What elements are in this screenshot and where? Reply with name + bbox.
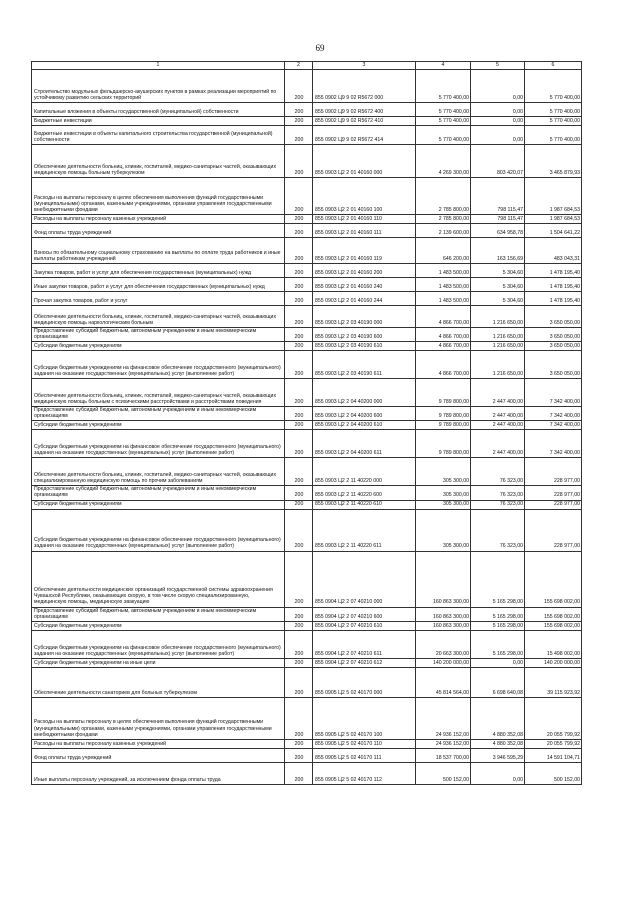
- table-row: [32, 630, 582, 658]
- row-executed-amount: 5 165 298,00: [471, 621, 525, 630]
- column-header: 5: [471, 62, 525, 70]
- row-unexecuted-amount: 155 698 002,00: [525, 551, 582, 607]
- row-approved-amount: 9 789 800,00: [416, 379, 471, 407]
- row-budget-code: 855 0903 Ц2 2 01 40160 000: [313, 145, 416, 178]
- row-budget-code: 855 0903 Ц2 2 11 40220 611: [313, 509, 416, 551]
- row-admin-code: 200: [285, 117, 313, 126]
- row-admin-code: 200: [285, 278, 313, 292]
- row-admin-code: 200: [285, 351, 313, 379]
- row-admin-code: 200: [285, 407, 313, 421]
- table-row: [32, 351, 582, 379]
- row-unexecuted-amount: 5 770 400,00: [525, 117, 582, 126]
- row-executed-amount: 2 447 400,00: [471, 430, 525, 458]
- row-budget-code: 855 0903 Ц2 2 01 40160 244: [313, 292, 416, 306]
- row-executed-amount: 1 216 650,00: [471, 351, 525, 379]
- row-budget-code: 855 0903 Ц2 2 03 40190 000: [313, 306, 416, 328]
- table-row: [32, 145, 582, 178]
- row-executed-amount: 0,00: [471, 103, 525, 117]
- row-executed-amount: 1 216 650,00: [471, 306, 525, 328]
- row-executed-amount: 0,00: [471, 658, 525, 667]
- row-executed-amount: 5 165 298,00: [471, 630, 525, 658]
- row-approved-amount: 20 663 300,00: [416, 630, 471, 658]
- table-row: [32, 379, 582, 407]
- row-executed-amount: 634 958,78: [471, 224, 525, 238]
- row-budget-code: 855 0903 Ц2 2 03 40190 611: [313, 351, 416, 379]
- row-executed-amount: 76 323,00: [471, 509, 525, 551]
- row-approved-amount: 4 269 300,00: [416, 145, 471, 178]
- row-approved-amount: 4 866 700,00: [416, 351, 471, 379]
- row-approved-amount: 2 785 800,00: [416, 178, 471, 215]
- row-executed-amount: 76 323,00: [471, 458, 525, 486]
- row-budget-code: 855 0902 Ц9 9 02 R5672 400: [313, 103, 416, 117]
- row-budget-code: 855 0903 Ц2 2 04 40200 000: [313, 379, 416, 407]
- table-row: [32, 407, 582, 421]
- table-row: [32, 224, 582, 238]
- row-admin-code: 200: [285, 621, 313, 630]
- row-approved-amount: 9 789 800,00: [416, 421, 471, 430]
- row-executed-amount: 5 304,60: [471, 292, 525, 306]
- row-approved-amount: 5 770 400,00: [416, 117, 471, 126]
- table-row: [32, 500, 582, 509]
- table-row: [32, 70, 582, 103]
- row-admin-code: 200: [285, 328, 313, 342]
- row-name: Предоставление субсидий бюджетным, автономным учреждениям и иным некоммерческим организациям: [32, 328, 285, 342]
- row-budget-code: 855 0904 Ц2 2 07 40210 600: [313, 607, 416, 621]
- row-name: Субсидии бюджетным учреждениям на иные цели: [32, 658, 285, 667]
- row-name: Фонд оплаты труда учреждений: [32, 224, 285, 238]
- row-executed-amount: 0,00: [471, 762, 525, 784]
- row-approved-amount: 305 300,00: [416, 458, 471, 486]
- row-approved-amount: 2 785 800,00: [416, 215, 471, 224]
- row-unexecuted-amount: 7 342 400,00: [525, 407, 582, 421]
- row-name: Иные закупки товаров, работ и услуг для обеспечения государственных (муниципальных) нужд: [32, 278, 285, 292]
- row-admin-code: 200: [285, 292, 313, 306]
- row-unexecuted-amount: 1 504 641,22: [525, 224, 582, 238]
- row-name: Обеспечение деятельности санаториев для больных туберкулезом: [32, 667, 285, 697]
- row-approved-amount: 305 300,00: [416, 486, 471, 500]
- table-row: [32, 117, 582, 126]
- row-executed-amount: 6 698 640,08: [471, 667, 525, 697]
- row-executed-amount: 5 304,60: [471, 278, 525, 292]
- row-unexecuted-amount: 1 478 195,40: [525, 292, 582, 306]
- row-budget-code: 855 0903 Ц2 2 11 40220 600: [313, 486, 416, 500]
- row-executed-amount: 1 216 650,00: [471, 328, 525, 342]
- table-row: [32, 421, 582, 430]
- row-name: Субсидии бюджетным учреждениям на финансовое обеспечение государственного (муниципального) задания на оказание государственных (муниципальных) услуг (выполнение работ): [32, 430, 285, 458]
- column-header: 2: [285, 62, 313, 70]
- row-executed-amount: 2 447 400,00: [471, 407, 525, 421]
- table-row: [32, 264, 582, 278]
- row-admin-code: 200: [285, 342, 313, 351]
- row-approved-amount: 1 483 500,00: [416, 264, 471, 278]
- row-admin-code: 200: [285, 762, 313, 784]
- row-budget-code: 855 0905 Ц2 5 02 40170 112: [313, 762, 416, 784]
- row-approved-amount: 305 300,00: [416, 500, 471, 509]
- column-number-row: [32, 62, 582, 70]
- row-name: Взносы по обязательному социальному страхованию на выплаты по оплате труда работников и иные выплаты работникам учреждений: [32, 238, 285, 264]
- row-budget-code: 855 0903 Ц2 2 01 40160 200: [313, 264, 416, 278]
- table-row: [32, 658, 582, 667]
- row-name: Закупка товаров, работ и услуг для обеспечения государственных (муниципальных) нужд: [32, 264, 285, 278]
- row-unexecuted-amount: 14 591 104,71: [525, 748, 582, 762]
- row-executed-amount: 163 156,69: [471, 238, 525, 264]
- row-budget-code: 855 0905 Ц2 5 02 40170 000: [313, 667, 416, 697]
- row-budget-code: 855 0903 Ц2 2 11 40220 610: [313, 500, 416, 509]
- row-executed-amount: 4 880 352,08: [471, 739, 525, 748]
- row-approved-amount: 500 152,00: [416, 762, 471, 784]
- row-unexecuted-amount: 3 650 050,00: [525, 306, 582, 328]
- row-budget-code: 855 0903 Ц2 2 04 40200 600: [313, 407, 416, 421]
- row-unexecuted-amount: 20 055 799,92: [525, 697, 582, 739]
- row-budget-code: 855 0903 Ц2 2 01 40160 119: [313, 238, 416, 264]
- row-name: Фонд оплаты труда учреждений: [32, 748, 285, 762]
- row-executed-amount: 803 420,07: [471, 145, 525, 178]
- row-budget-code: 855 0904 Ц2 2 07 40210 612: [313, 658, 416, 667]
- row-name: Обеспечение деятельности больниц, клиник, госпиталей, медико-санитарных частей, оказывающих медицинскую помощь больным с психическими расстройствами и расстройствами поведения: [32, 379, 285, 407]
- row-budget-code: 855 0903 Ц2 2 04 40200 611: [313, 430, 416, 458]
- row-admin-code: 200: [285, 739, 313, 748]
- table-row: [32, 762, 582, 784]
- row-approved-amount: 5 770 400,00: [416, 70, 471, 103]
- row-budget-code: 855 0903 Ц2 2 01 40160 100: [313, 178, 416, 215]
- row-executed-amount: 0,00: [471, 117, 525, 126]
- row-approved-amount: 4 866 700,00: [416, 328, 471, 342]
- row-budget-code: 855 0904 Ц2 2 07 40210 000: [313, 551, 416, 607]
- row-budget-code: 855 0902 Ц9 9 02 R5672 000: [313, 70, 416, 103]
- row-budget-code: 855 0903 Ц2 2 11 40220 000: [313, 458, 416, 486]
- row-name: Обеспечение деятельности медицинских организаций государственной системы здравоохранения Чувашской Республики, оказывающих скорую, в том числе скорую специализированную, медицинскую помощь, медицинскую эвакуацию: [32, 551, 285, 607]
- row-admin-code: 200: [285, 264, 313, 278]
- row-approved-amount: 2 139 600,00: [416, 224, 471, 238]
- row-admin-code: 200: [285, 238, 313, 264]
- row-approved-amount: 24 936 152,00: [416, 697, 471, 739]
- row-unexecuted-amount: 155 698 002,00: [525, 607, 582, 621]
- row-budget-code: 855 0902 Ц9 9 02 R5672 410: [313, 117, 416, 126]
- table-row: [32, 430, 582, 458]
- row-unexecuted-amount: 228 977,00: [525, 509, 582, 551]
- row-executed-amount: 76 323,00: [471, 486, 525, 500]
- row-admin-code: 200: [285, 430, 313, 458]
- row-budget-code: 855 0903 Ц2 2 03 40190 600: [313, 328, 416, 342]
- row-unexecuted-amount: 228 977,00: [525, 458, 582, 486]
- row-unexecuted-amount: 228 977,00: [525, 486, 582, 500]
- table-row: [32, 215, 582, 224]
- row-budget-code: 855 0903 Ц2 2 04 40200 610: [313, 421, 416, 430]
- column-header: 1: [32, 62, 285, 70]
- table-row: [32, 178, 582, 215]
- table-row: [32, 667, 582, 697]
- row-unexecuted-amount: 3 650 050,00: [525, 342, 582, 351]
- table-row: [32, 103, 582, 117]
- row-admin-code: 200: [285, 379, 313, 407]
- table-row: [32, 697, 582, 739]
- row-executed-amount: 1 216 650,00: [471, 342, 525, 351]
- row-budget-code: 855 0903 Ц2 2 01 40160 240: [313, 278, 416, 292]
- row-name: Бюджетные инвестиции: [32, 117, 285, 126]
- row-admin-code: 200: [285, 458, 313, 486]
- table-row: [32, 739, 582, 748]
- table-row: [32, 458, 582, 486]
- table-row: [32, 748, 582, 762]
- row-admin-code: 200: [285, 486, 313, 500]
- row-unexecuted-amount: 140 200 000,00: [525, 658, 582, 667]
- row-admin-code: 200: [285, 224, 313, 238]
- row-approved-amount: 160 863 300,00: [416, 551, 471, 607]
- row-unexecuted-amount: 155 698 002,00: [525, 621, 582, 630]
- row-executed-amount: 5 165 298,00: [471, 607, 525, 621]
- table-row: [32, 621, 582, 630]
- row-unexecuted-amount: 3 650 050,00: [525, 351, 582, 379]
- row-executed-amount: 5 165 298,00: [471, 551, 525, 607]
- row-unexecuted-amount: 7 342 400,00: [525, 430, 582, 458]
- row-admin-code: 200: [285, 306, 313, 328]
- row-name: Иные выплаты персоналу учреждений, за исключением фонда оплаты труда: [32, 762, 285, 784]
- row-admin-code: 200: [285, 551, 313, 607]
- row-budget-code: 855 0903 Ц2 2 01 40160 110: [313, 215, 416, 224]
- row-name: Субсидии бюджетным учреждениям: [32, 421, 285, 430]
- budget-execution-table: [31, 61, 582, 785]
- row-name: Предоставление субсидий бюджетным, автономным учреждениям и иным некоммерческим организациям: [32, 407, 285, 421]
- row-name: Обеспечение деятельности больниц, клиник, госпиталей, медико-санитарных частей, оказывающих специализированную медицинскую помощь по прочим заболеваниям: [32, 458, 285, 486]
- row-name: Расходы на выплаты персоналу в целях обеспечения выполнения функций государственными (муниципальными) органами, казенными учреждениями, органами управления государственными внебюджетными фондами: [32, 697, 285, 739]
- row-executed-amount: 0,00: [471, 70, 525, 103]
- row-approved-amount: 305 300,00: [416, 509, 471, 551]
- row-approved-amount: 24 936 152,00: [416, 739, 471, 748]
- row-admin-code: 200: [285, 697, 313, 739]
- row-approved-amount: 4 866 700,00: [416, 342, 471, 351]
- table-row: [32, 342, 582, 351]
- row-approved-amount: 4 866 700,00: [416, 306, 471, 328]
- row-unexecuted-amount: 20 055 799,92: [525, 739, 582, 748]
- row-budget-code: 855 0905 Ц2 5 02 40170 111: [313, 748, 416, 762]
- table-row: [32, 607, 582, 621]
- row-name: Субсидии бюджетным учреждениям на финансовое обеспечение государственного (муниципального) задания на оказание государственных (муниципальных) услуг (выполнение работ): [32, 351, 285, 379]
- table-row: [32, 278, 582, 292]
- table-row: [32, 292, 582, 306]
- column-header: 4: [416, 62, 471, 70]
- table-row: [32, 486, 582, 500]
- row-executed-amount: 76 323,00: [471, 500, 525, 509]
- row-admin-code: 200: [285, 500, 313, 509]
- row-unexecuted-amount: 5 770 400,00: [525, 103, 582, 117]
- row-budget-code: 855 0904 Ц2 2 07 40210 611: [313, 630, 416, 658]
- row-approved-amount: 5 770 400,00: [416, 103, 471, 117]
- row-name: Обеспечение деятельности больниц, клиник, госпиталей, медико-санитарных частей, оказывающих медицинскую помощь больным туберкулезом: [32, 145, 285, 178]
- page-number: 69: [315, 43, 325, 53]
- column-header: 6: [525, 62, 582, 70]
- row-name: Предоставление субсидий бюджетным, автономным учреждениям и иным некоммерческим организациям: [32, 607, 285, 621]
- row-unexecuted-amount: 5 770 400,00: [525, 70, 582, 103]
- row-name: Субсидии бюджетным учреждениям: [32, 621, 285, 630]
- row-admin-code: 200: [285, 607, 313, 621]
- table-row: [32, 551, 582, 607]
- row-budget-code: 855 0905 Ц2 5 02 40170 110: [313, 739, 416, 748]
- row-budget-code: 855 0903 Ц2 2 01 40160 111: [313, 224, 416, 238]
- row-admin-code: 200: [285, 630, 313, 658]
- row-executed-amount: 2 447 400,00: [471, 379, 525, 407]
- row-name: Капитальные вложения в объекты государственной (муниципальной) собственности: [32, 103, 285, 117]
- row-name: Субсидии бюджетным учреждениям: [32, 500, 285, 509]
- row-unexecuted-amount: 5 770 400,00: [525, 126, 582, 145]
- row-approved-amount: 9 789 800,00: [416, 407, 471, 421]
- row-unexecuted-amount: 483 043,31: [525, 238, 582, 264]
- row-budget-code: 855 0904 Ц2 2 07 40210 610: [313, 621, 416, 630]
- row-unexecuted-amount: 7 342 400,00: [525, 421, 582, 430]
- row-admin-code: 200: [285, 126, 313, 145]
- row-executed-amount: 4 880 352,08: [471, 697, 525, 739]
- row-budget-code: 855 0905 Ц2 5 02 40170 100: [313, 697, 416, 739]
- row-unexecuted-amount: 39 115 923,92: [525, 667, 582, 697]
- row-name: Прочая закупка товаров, работ и услуг: [32, 292, 285, 306]
- row-approved-amount: 9 789 800,00: [416, 430, 471, 458]
- row-unexecuted-amount: 1 987 684,53: [525, 215, 582, 224]
- row-executed-amount: 0,00: [471, 126, 525, 145]
- row-unexecuted-amount: 3 650 050,00: [525, 328, 582, 342]
- table-row: [32, 238, 582, 264]
- row-unexecuted-amount: 1 987 684,53: [525, 178, 582, 215]
- row-budget-code: 855 0903 Ц2 2 03 40190 610: [313, 342, 416, 351]
- row-budget-code: 855 0902 Ц9 9 02 R5672 414: [313, 126, 416, 145]
- row-unexecuted-amount: 3 465 879,93: [525, 145, 582, 178]
- table-row: [32, 126, 582, 145]
- row-approved-amount: 646 200,00: [416, 238, 471, 264]
- row-name: Строительство модульных фельдшерско-акушерских пунктов в рамках реализации мероприятий по устойчивому развитию сельских территорий: [32, 70, 285, 103]
- row-admin-code: 200: [285, 509, 313, 551]
- row-unexecuted-amount: 228 977,00: [525, 500, 582, 509]
- row-approved-amount: 160 863 300,00: [416, 607, 471, 621]
- row-name: Расходы на выплаты персоналу казенных учреждений: [32, 215, 285, 224]
- row-executed-amount: 5 304,60: [471, 264, 525, 278]
- row-unexecuted-amount: 1 478 195,40: [525, 264, 582, 278]
- row-executed-amount: 798 115,47: [471, 215, 525, 224]
- row-approved-amount: 1 483 500,00: [416, 278, 471, 292]
- row-admin-code: 200: [285, 748, 313, 762]
- row-name: Расходы на выплаты персоналу казенных учреждений: [32, 739, 285, 748]
- row-executed-amount: 798 115,47: [471, 178, 525, 215]
- row-name: Субсидии бюджетным учреждениям на финансовое обеспечение государственного (муниципального) задания на оказание государственных (муниципальных) услуг (выполнение работ): [32, 630, 285, 658]
- row-approved-amount: 1 483 500,00: [416, 292, 471, 306]
- row-name: Расходы на выплаты персоналу в целях обеспечения выполнения функций государственными (муниципальными) органами, казенными учреждениями, органами управления государственными внебюджетными фондами: [32, 178, 285, 215]
- row-admin-code: 200: [285, 178, 313, 215]
- row-admin-code: 200: [285, 658, 313, 667]
- row-approved-amount: 140 200 000,00: [416, 658, 471, 667]
- table-row: [32, 328, 582, 342]
- row-unexecuted-amount: 500 152,00: [525, 762, 582, 784]
- row-approved-amount: 45 814 564,00: [416, 667, 471, 697]
- row-name: Обеспечение деятельности больниц, клиник, госпиталей, медико-санитарных частей, оказывающих медицинскую помощь наркологическим больным: [32, 306, 285, 328]
- row-admin-code: 200: [285, 421, 313, 430]
- table-row: [32, 306, 582, 328]
- row-approved-amount: 18 537 700,00: [416, 748, 471, 762]
- row-unexecuted-amount: 7 342 400,00: [525, 379, 582, 407]
- row-name: Субсидии бюджетным учреждениям на финансовое обеспечение государственного (муниципального) задания на оказание государственных (муниципальных) услуг (выполнение работ): [32, 509, 285, 551]
- row-admin-code: 200: [285, 103, 313, 117]
- row-approved-amount: 160 863 300,00: [416, 621, 471, 630]
- row-unexecuted-amount: 15 498 002,00: [525, 630, 582, 658]
- row-admin-code: 200: [285, 70, 313, 103]
- row-name: Предоставление субсидий бюджетным, автономным учреждениям и иным некоммерческим организациям: [32, 486, 285, 500]
- row-approved-amount: 5 770 400,00: [416, 126, 471, 145]
- table-row: [32, 509, 582, 551]
- row-admin-code: 200: [285, 215, 313, 224]
- row-admin-code: 200: [285, 667, 313, 697]
- row-name: Субсидии бюджетным учреждениям: [32, 342, 285, 351]
- row-name: Бюджетные инвестиции в объекты капитального строительства государственной (муниципальной) собственности: [32, 126, 285, 145]
- row-admin-code: 200: [285, 145, 313, 178]
- column-header: 3: [313, 62, 416, 70]
- row-unexecuted-amount: 1 478 195,40: [525, 278, 582, 292]
- row-executed-amount: 2 447 400,00: [471, 421, 525, 430]
- row-executed-amount: 3 946 595,29: [471, 748, 525, 762]
